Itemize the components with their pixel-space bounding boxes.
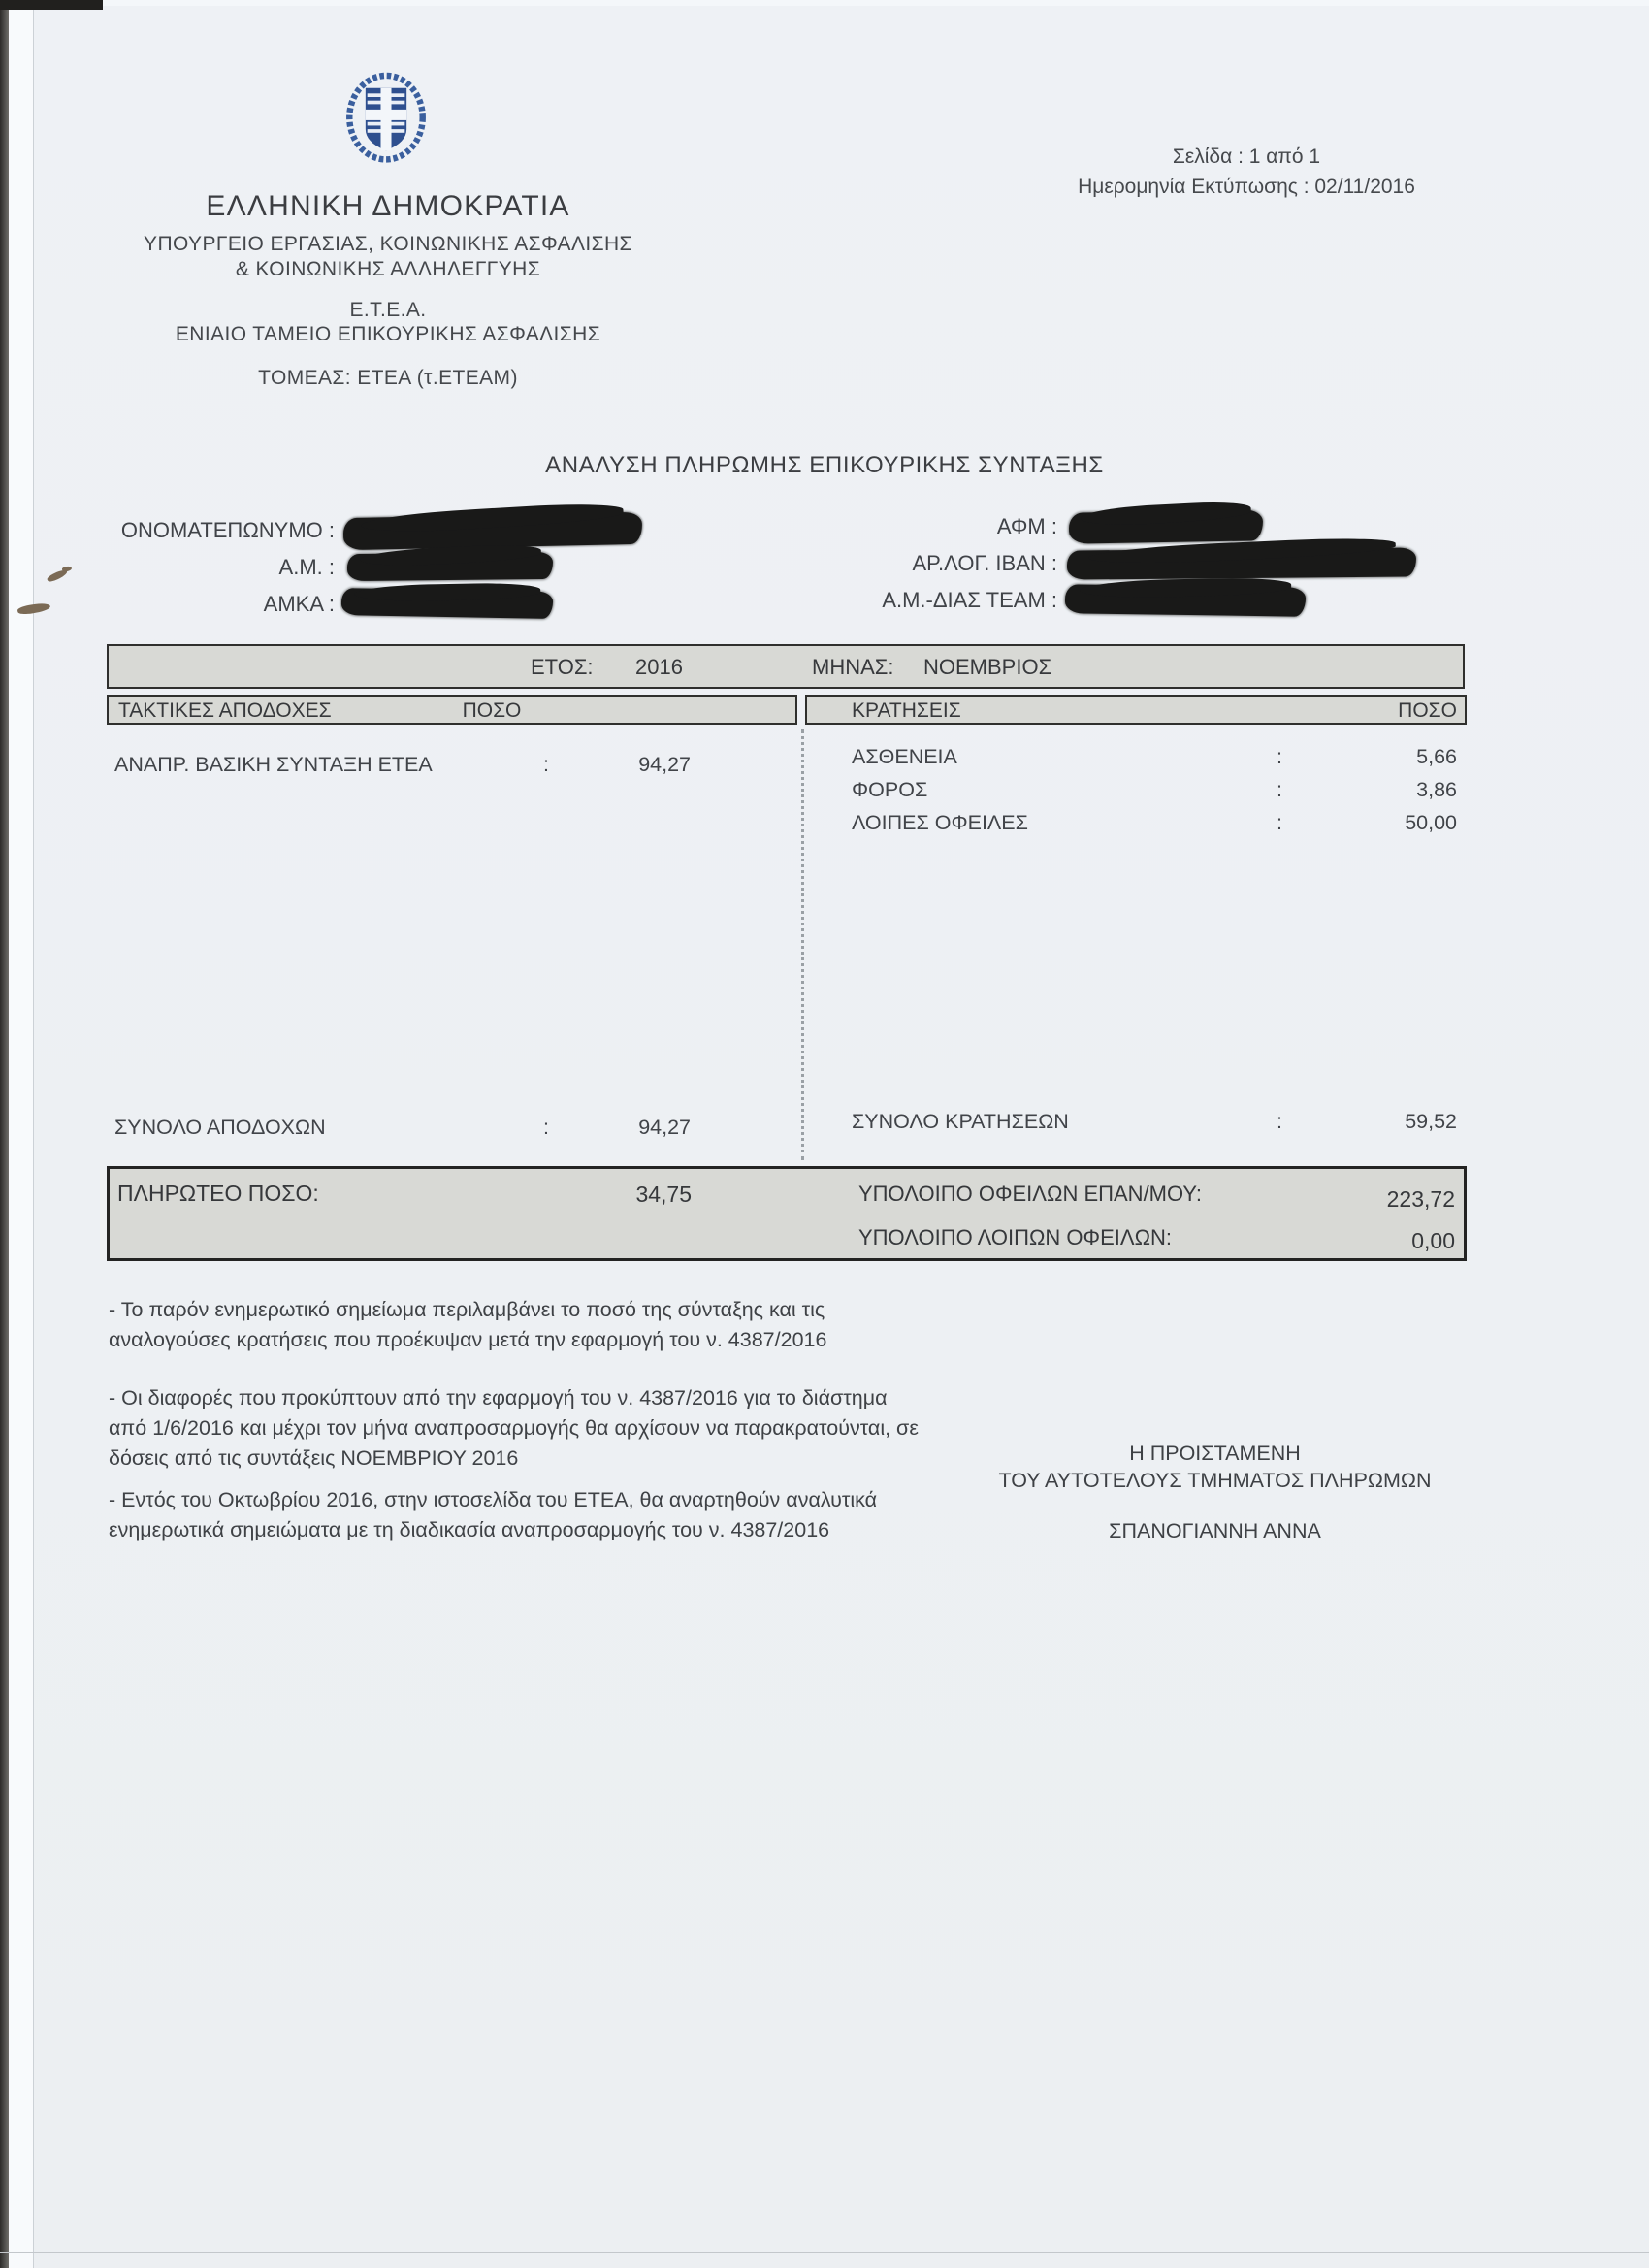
- field-label-am: Α.Μ. :: [278, 555, 335, 579]
- field-label-iban: ΑΡ.ΛΟΓ. ΙΒΑΝ :: [912, 551, 1057, 575]
- deductions-amount-header: ΠΟΣΟ: [1398, 699, 1457, 722]
- year-label: ΕΤΟΣ:: [531, 655, 594, 679]
- year-value: 2016: [635, 655, 683, 679]
- payable-amount-value: 34,75: [635, 1182, 692, 1207]
- paper-left-margin: [9, 0, 34, 2268]
- redacted-dias-team: [1065, 584, 1306, 616]
- deduction-row-label: ΛΟΙΠΕΣ ΟΦΕΙΛΕΣ: [852, 811, 1028, 834]
- deductions-column-header: ΚΡΑΤΗΣΕΙΣ: [852, 699, 961, 722]
- redacted-am: [347, 552, 553, 581]
- deductions-total-label: ΣΥΝΟΛΟ ΚΡΑΤΗΣΕΩΝ: [852, 1110, 1069, 1133]
- deduction-row-separator: :: [1277, 778, 1282, 801]
- deduction-row-amount: 5,66: [1416, 745, 1457, 768]
- field-label-dias-team: Α.Μ.-ΔΙΑΣ ΤΕΑΜ :: [882, 588, 1057, 612]
- greek-coat-of-arms-logo: [341, 70, 431, 174]
- earnings-row-separator: :: [543, 753, 549, 776]
- fund-abbreviation: Ε.Τ.Ε.Α.: [349, 299, 427, 321]
- ministry-line1: ΥΠΟΥΡΓΕΙΟ ΕΡΓΑΣΙΑΣ, ΚΟΙΝΩΝΙΚΗΣ ΑΣΦΑΛΙΣΗΣ: [144, 233, 632, 255]
- scan-top-edge: [103, 0, 1649, 6]
- deductions-total-separator: :: [1277, 1110, 1282, 1133]
- deduction-row-label: ΦΟΡΟΣ: [852, 778, 928, 801]
- redacted-amka: [341, 588, 553, 619]
- redacted-iban: [1067, 547, 1416, 579]
- earnings-total-separator: :: [543, 1116, 549, 1139]
- deductions-header-band: [805, 695, 1467, 725]
- pen-mark: [62, 566, 73, 572]
- scan-bottom-edge: [0, 2252, 1649, 2253]
- balance-epan-label: ΥΠΟΛΟΙΠΟ ΟΦΕΙΛΩΝ ΕΠΑΝ/ΜΟΥ:: [858, 1182, 1202, 1206]
- fund-name: ΕΝΙΑΙΟ ΤΑΜΕΙΟ ΕΠΙΚΟΥΡΙΚΗΣ ΑΣΦΑΛΙΣΗΣ: [175, 323, 601, 345]
- field-label-amka: ΑΜΚΑ :: [263, 592, 335, 616]
- signatory-name: ΣΠΑΝΟΓΙΑΝΝΗ ΑΝΝΑ: [1109, 1519, 1321, 1542]
- deduction-row-amount: 3,86: [1416, 778, 1457, 801]
- balance-other-value: 0,00: [1411, 1228, 1455, 1253]
- earnings-column-header: ΤΑΚΤΙΚΕΣ ΑΠΟΔΟΧΕΣ: [118, 699, 332, 722]
- print-date: Ημερομηνία Εκτύπωσης : 02/11/2016: [1078, 176, 1415, 198]
- deductions-total-amount: 59,52: [1405, 1110, 1457, 1133]
- balance-other-label: ΥΠΟΛΟΙΠΟ ΛΟΙΠΩΝ ΟΦΕΙΛΩΝ:: [858, 1225, 1173, 1249]
- deduction-row-label: ΑΣΘΕΝΕΙΑ: [852, 745, 957, 768]
- deduction-row-separator: :: [1277, 745, 1282, 768]
- earnings-amount-header: ΠΟΣΟ: [462, 699, 522, 722]
- footnote-2: - Οι διαφορές που προκύπτουν από την εφαρμογή του ν. 4387/2016 για το διάστημα από 1/6/2016 και μέχρι τον μήνα αναπροσαρμογής θα αρχίσουν να παρακρατούνται, σε δόσεις από τις συντάξεις ΝΟΕΜΒΡΙΟΥ 2016: [109, 1386, 919, 1470]
- earnings-row-amount: 94,27: [638, 753, 691, 776]
- earnings-header-band: [107, 695, 797, 725]
- document-title: ΑΝΑΛΥΣΗ ΠΛΗΡΩΜΗΣ ΕΠΙΚΟΥΡΙΚΗΣ ΣΥΝΤΑΞΗΣ: [545, 452, 1104, 478]
- earnings-total-amount: 94,27: [638, 1116, 691, 1139]
- earnings-row-label: ΑΝΑΠΡ. ΒΑΣΙΚΗ ΣΥΝΤΑΞΗ ΕΤΕΑ: [114, 753, 433, 776]
- field-label-afm: ΑΦΜ :: [996, 514, 1057, 538]
- deduction-row-separator: :: [1277, 811, 1282, 834]
- payment-summary-box: [107, 1166, 1467, 1261]
- month-label: ΜΗΝΑΣ:: [812, 655, 894, 679]
- payable-amount-label: ΠΛΗΡΩΤΕΟ ΠΟΣΟ:: [117, 1181, 319, 1206]
- period-band: [107, 644, 1465, 689]
- fund-sector: ΤΟΜΕΑΣ: ΕΤΕΑ (τ.ΕΤΕΑΜ): [258, 367, 518, 389]
- signatory-role-line1: Η ΠΡΟΙΣΤΑΜΕΝΗ: [1129, 1442, 1301, 1465]
- month-value: ΝΟΕΜΒΡΙΟΣ: [923, 655, 1052, 679]
- balance-epan-value: 223,72: [1386, 1186, 1455, 1212]
- page-number: Σελίδα : 1 από 1: [1172, 146, 1321, 168]
- scan-left-edge: [0, 0, 9, 2268]
- ministry-line2: & ΚΟΙΝΩΝΙΚΗΣ ΑΛΛΗΛΕΓΓΥΗΣ: [235, 258, 541, 280]
- redacted-afm: [1069, 509, 1264, 543]
- column-divider: [801, 729, 804, 1160]
- footnote-3: - Εντός του Οκτωβρίου 2016, στην ιστοσελίδα του ΕΤΕΑ, θα αναρτηθούν αναλυτικά ενημερωτικά σημειώματα με τη διαδικασία αναπροσαρμογής του ν. 4387/2016: [109, 1488, 878, 1541]
- footnote-1: - Το παρόν ενημερωτικό σημείωμα περιλαμβάνει το ποσό της σύνταξης και τις αναλογούσες κρατήσεις που προέκυψαν μετά την εφαρμογή του ν. 4387/2016: [109, 1298, 827, 1351]
- deduction-row-amount: 50,00: [1405, 811, 1457, 834]
- field-label-fullname: ΟΝΟΜΑΤΕΠΩΝΥΜΟ :: [120, 518, 335, 542]
- scan-top-corner-shadow: [0, 0, 103, 10]
- signatory-role-line2: ΤΟΥ ΑΥΤΟΤΕΛΟΥΣ ΤΜΗΜΑΤΟΣ ΠΛΗΡΩΜΩΝ: [998, 1469, 1432, 1492]
- earnings-total-label: ΣΥΝΟΛΟ ΑΠΟΔΟΧΩΝ: [114, 1116, 326, 1139]
- republic-title: ΕΛΛΗΝΙΚΗ ΔΗΜΟΚΡΑΤΙΑ: [206, 190, 570, 222]
